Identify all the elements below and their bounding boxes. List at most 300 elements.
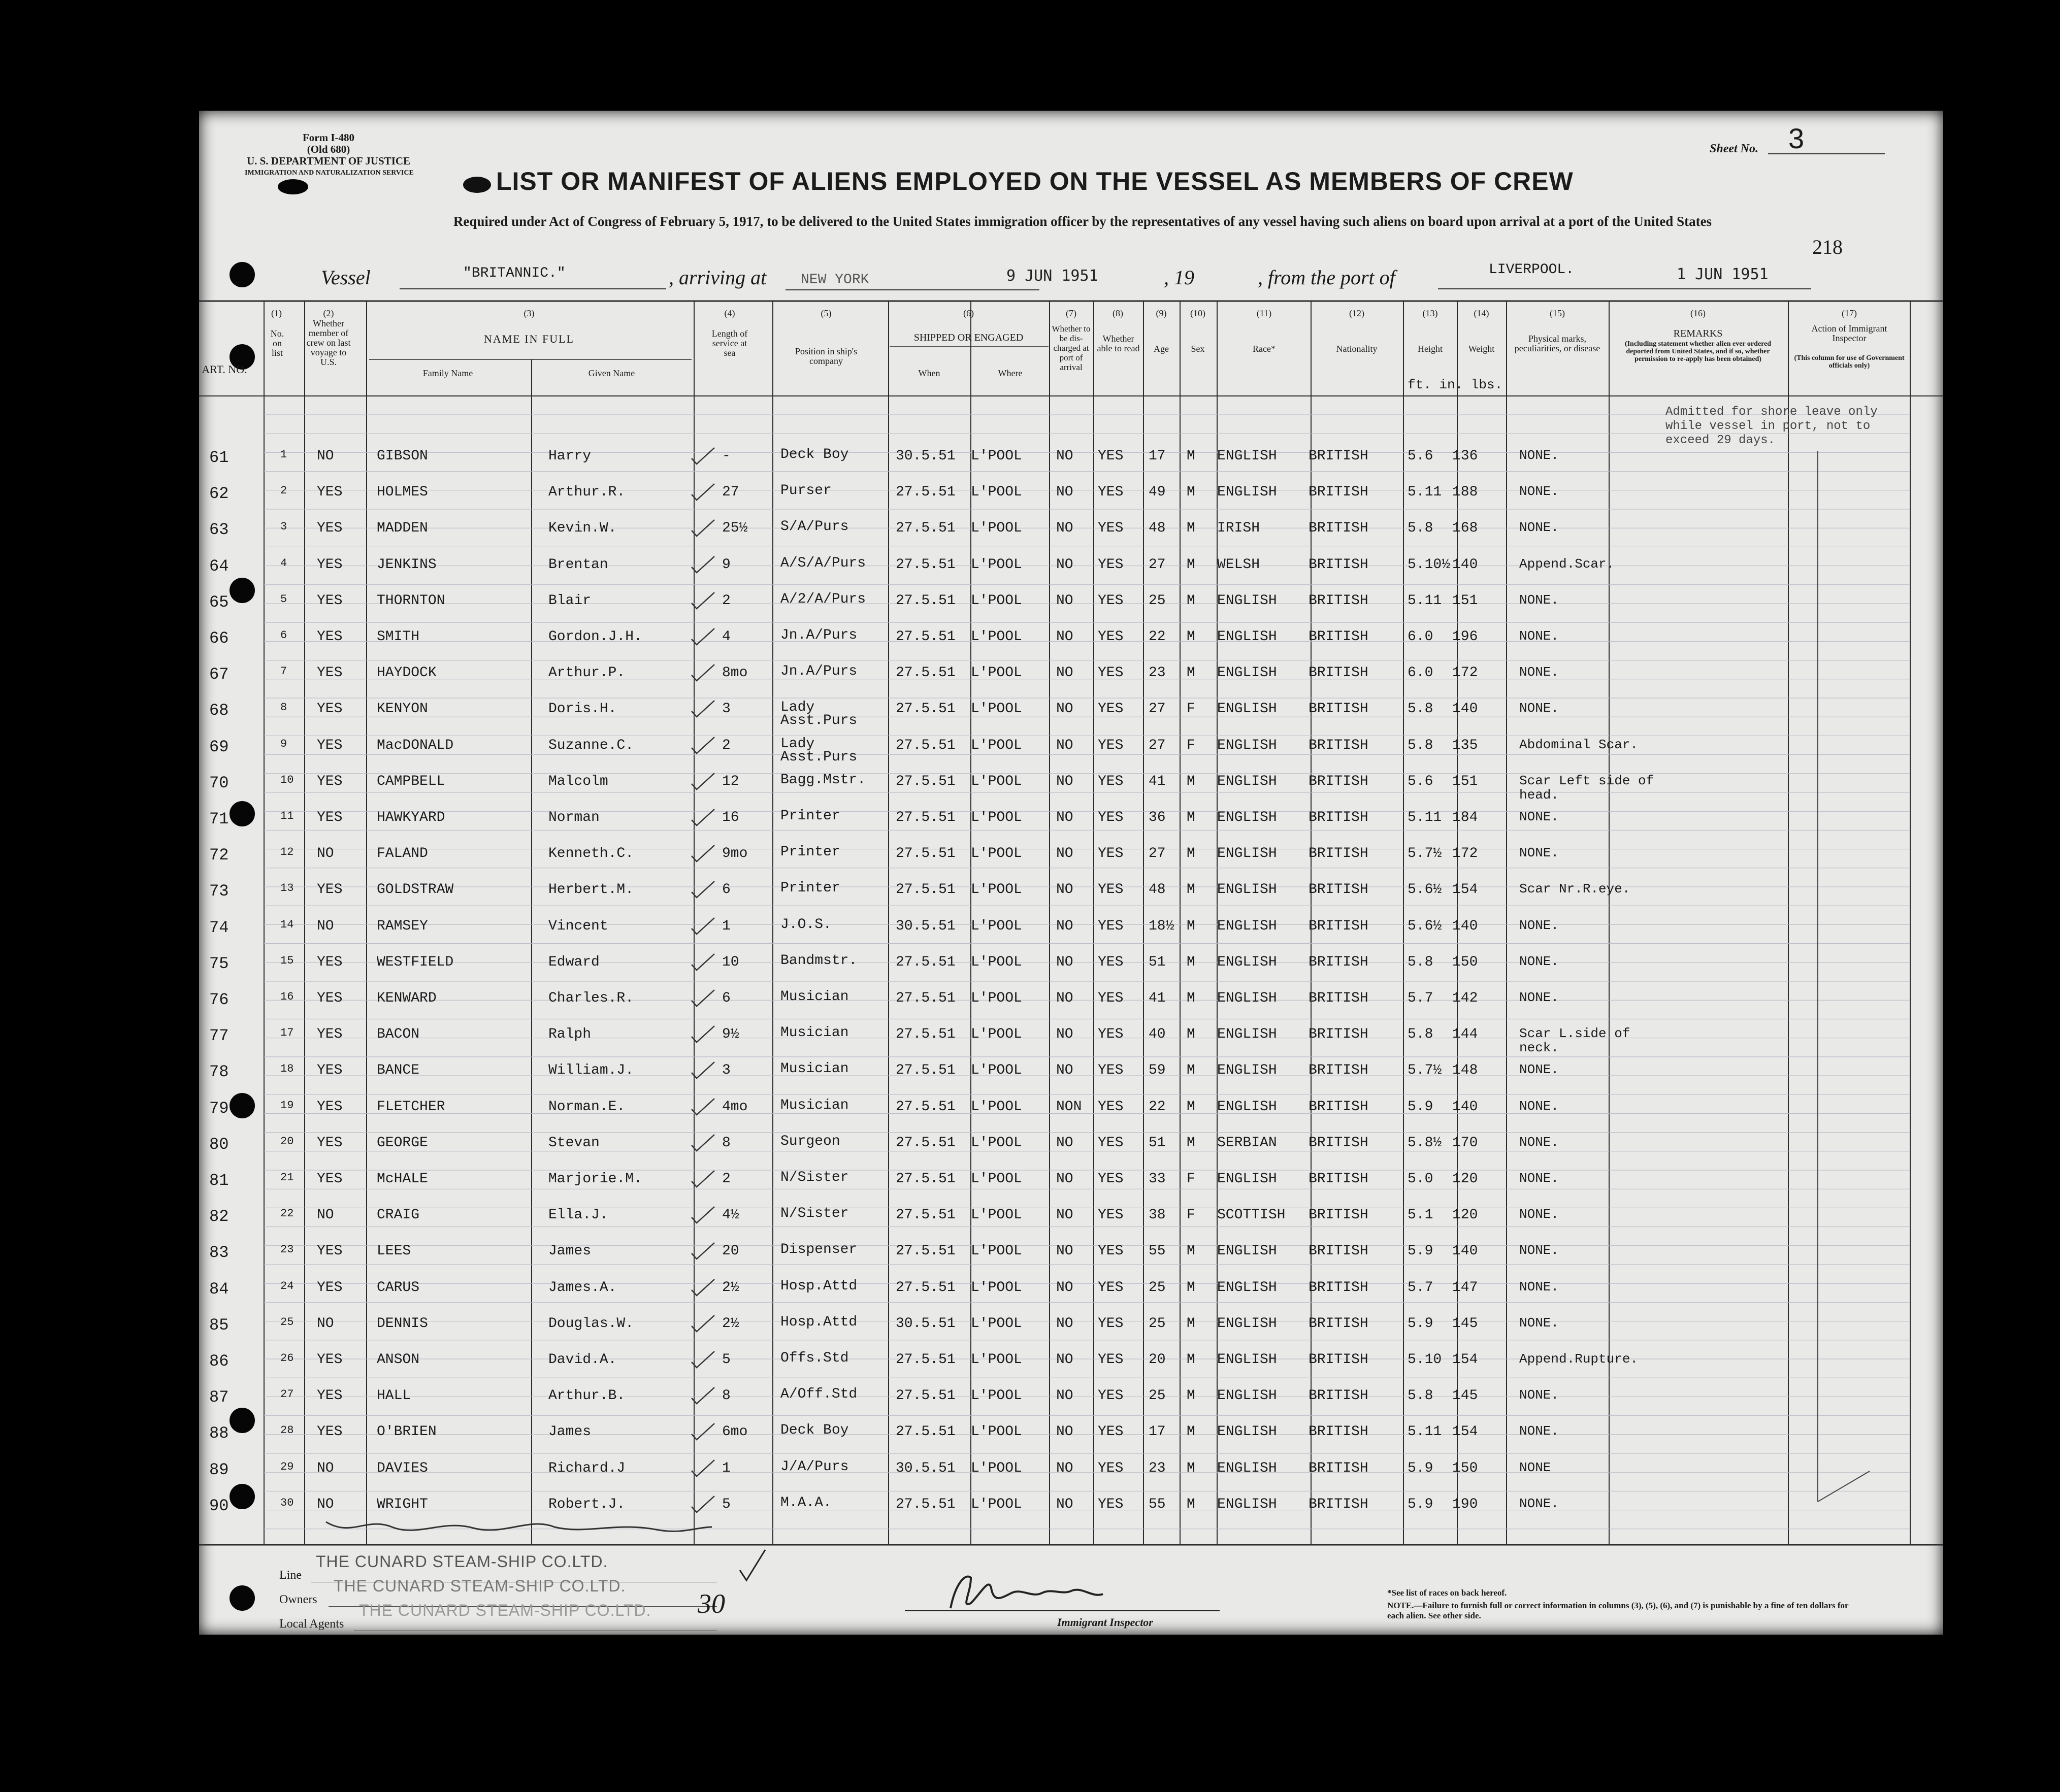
vessel-name: "BRITANNIC." xyxy=(463,266,566,281)
last-voyage: YES xyxy=(317,629,343,645)
given-name: Norman xyxy=(548,810,600,825)
weight: 150 xyxy=(1452,954,1478,970)
given-name: William.J. xyxy=(548,1063,634,1079)
sex: M xyxy=(1187,810,1195,825)
age: 25 xyxy=(1149,1315,1166,1332)
nationality: BRITISH xyxy=(1309,990,1368,1006)
position: Jn.A/Purs xyxy=(780,627,858,643)
service-length: 9½ xyxy=(722,1026,739,1043)
sex: M xyxy=(1187,1460,1195,1476)
weight: 154 xyxy=(1452,882,1478,898)
shipped-where: L'POOL xyxy=(971,1135,1022,1151)
discharge: NO xyxy=(1056,882,1073,898)
sex: M xyxy=(1187,1063,1195,1079)
service: IMMIGRATION AND NATURALIZATION SERVICE xyxy=(245,169,414,177)
shipped-when: 30.5.51 xyxy=(896,1460,956,1476)
race: ENGLISH xyxy=(1217,1315,1277,1332)
sex: F xyxy=(1187,1171,1195,1187)
discharge: NO xyxy=(1056,1243,1073,1259)
nationality: BRITISH xyxy=(1309,1026,1368,1043)
nationality: BRITISH xyxy=(1309,882,1368,898)
list-number: 27 xyxy=(280,1388,294,1401)
discharge: NO xyxy=(1056,846,1073,862)
handwritten-count: 30 xyxy=(698,1588,725,1619)
family-name: MADDEN xyxy=(377,520,428,537)
shipped-where: L'POOL xyxy=(971,1099,1022,1115)
art-number: 82 xyxy=(209,1207,229,1226)
family-name: HAWKYARD xyxy=(377,810,445,825)
arrival-date-stamp: 9 JUN 1951 xyxy=(1006,267,1098,285)
sex: M xyxy=(1187,448,1195,464)
race: ENGLISH xyxy=(1217,810,1277,825)
position: Printer xyxy=(780,844,840,860)
list-number: 6 xyxy=(280,629,287,642)
sex: M xyxy=(1187,484,1195,501)
check-mark-icon xyxy=(689,1458,717,1478)
last-voyage: NO xyxy=(317,1315,334,1332)
shipped-where: L'POOL xyxy=(971,1424,1022,1440)
race: ENGLISH xyxy=(1217,665,1277,681)
family-name: GEORGE xyxy=(377,1135,428,1151)
given-name: Ella.J. xyxy=(548,1207,608,1223)
art-number: 85 xyxy=(209,1315,229,1335)
discharge: NO xyxy=(1056,1026,1073,1043)
discharge: NO xyxy=(1056,1460,1073,1476)
height: 6.0 xyxy=(1408,665,1433,681)
height: 5.8 xyxy=(1408,520,1433,537)
sex: M xyxy=(1187,990,1195,1006)
nationality: BRITISH xyxy=(1309,556,1368,573)
shipped-when: 27.5.51 xyxy=(896,629,956,645)
weight: 147 xyxy=(1452,1279,1478,1296)
header-c17-sub: (This column for use of Government officials only) xyxy=(1794,354,1905,370)
check-mark-icon xyxy=(689,807,717,827)
nationality: BRITISH xyxy=(1309,520,1368,537)
position: Jn.A/Purs xyxy=(780,663,858,680)
discharge: NO xyxy=(1056,810,1073,825)
shipped-where: L'POOL xyxy=(971,773,1022,789)
shipped-where: L'POOL xyxy=(971,990,1022,1006)
header-c6-where: Where xyxy=(998,368,1023,378)
able-to-read: YES xyxy=(1098,1496,1124,1512)
owners-label: Owners xyxy=(279,1593,317,1606)
weight: 190 xyxy=(1452,1496,1478,1512)
line-company-stamp: THE CUNARD STEAM-SHIP CO.LTD. xyxy=(316,1552,608,1571)
art-number: 84 xyxy=(209,1279,229,1299)
header-c6: SHIPPED OR ENGAGED xyxy=(913,332,1024,343)
local-agents-label: Local Agents xyxy=(279,1617,344,1631)
last-voyage: YES xyxy=(317,484,343,501)
check-mark-icon xyxy=(689,843,717,864)
race: SCOTTISH xyxy=(1217,1207,1286,1223)
weight: 120 xyxy=(1452,1171,1478,1187)
family-name: CRAIG xyxy=(377,1207,420,1223)
nationality: BRITISH xyxy=(1309,737,1368,753)
age: 27 xyxy=(1149,846,1166,862)
service-length: 9mo xyxy=(722,846,748,862)
shipped-when: 27.5.51 xyxy=(896,1135,956,1151)
position: S/A/Purs xyxy=(780,519,849,535)
list-number: 2 xyxy=(280,484,287,497)
inspector-signature xyxy=(900,1563,1225,1618)
shipped-where: L'POOL xyxy=(971,592,1022,609)
art-number: 86 xyxy=(209,1352,229,1371)
position: Lady Asst.Purs xyxy=(780,700,858,729)
family-name: HOLMES xyxy=(377,484,428,501)
height: 5.10½ xyxy=(1408,556,1451,573)
race: ENGLISH xyxy=(1217,1279,1277,1296)
age: 20 xyxy=(1149,1352,1166,1368)
header-c12: Nationality xyxy=(1336,344,1378,354)
header-units: ft. in. lbs. xyxy=(1408,377,1503,392)
given-name: Edward xyxy=(548,954,600,970)
header-c9: Age xyxy=(1154,344,1169,354)
physical-marks: NONE. xyxy=(1519,484,1559,500)
service-length: 8mo xyxy=(722,665,748,681)
list-number: 17 xyxy=(280,1026,294,1040)
check-mark-icon xyxy=(689,988,717,1008)
given-name: Stevan xyxy=(548,1135,600,1151)
list-number: 9 xyxy=(280,737,287,750)
service-length: 27 xyxy=(722,484,739,501)
art-number: 72 xyxy=(209,846,229,865)
discharge: NO xyxy=(1056,701,1073,717)
last-voyage: YES xyxy=(317,556,343,573)
height: 5.8 xyxy=(1408,737,1433,753)
art-number: 90 xyxy=(209,1496,229,1515)
height: 5.8½ xyxy=(1408,1135,1442,1151)
service-length: 16 xyxy=(722,810,739,825)
races-note: *See list of races on back hereof. xyxy=(1387,1588,1507,1598)
service-length: 2½ xyxy=(722,1315,739,1332)
last-voyage: YES xyxy=(317,1099,343,1115)
weight: 188 xyxy=(1452,484,1478,501)
list-number: 19 xyxy=(280,1099,294,1112)
check-mark-icon xyxy=(689,482,717,502)
header-given-name: Given Name xyxy=(588,368,635,378)
family-name: DAVIES xyxy=(377,1460,428,1476)
nationality: BRITISH xyxy=(1309,701,1368,717)
race: ENGLISH xyxy=(1217,1171,1277,1187)
given-name: Charles.R. xyxy=(548,990,634,1006)
list-number: 26 xyxy=(280,1352,294,1365)
service-length: 4½ xyxy=(722,1207,739,1223)
shipped-where: L'POOL xyxy=(971,1388,1022,1404)
position: A/2/A/Purs xyxy=(780,591,866,607)
arrival-port: NEW YORK xyxy=(801,272,869,288)
service-length: 9 xyxy=(722,556,731,573)
given-name: Robert.J. xyxy=(548,1496,626,1512)
sex: F xyxy=(1187,701,1195,717)
art-number: 78 xyxy=(209,1063,229,1082)
service-length: 2 xyxy=(722,592,731,609)
sex: M xyxy=(1187,1099,1195,1115)
family-name: LEES xyxy=(377,1243,411,1259)
shipped-where: L'POOL xyxy=(971,484,1022,501)
form-number: Form I-480 xyxy=(302,131,355,144)
sex: M xyxy=(1187,846,1195,862)
year-label: , 19 xyxy=(1164,266,1194,289)
physical-marks: NONE. xyxy=(1519,592,1559,608)
able-to-read: YES xyxy=(1098,918,1124,934)
position: Surgeon xyxy=(780,1133,840,1149)
sex: M xyxy=(1187,665,1195,681)
owners-company-stamp: THE CUNARD STEAM-SHIP CO.LTD. xyxy=(334,1577,626,1595)
shipped-where: L'POOL xyxy=(971,629,1022,645)
physical-marks: NONE. xyxy=(1519,845,1559,861)
able-to-read: YES xyxy=(1098,1207,1124,1223)
check-mark-icon xyxy=(689,735,717,755)
discharge: NO xyxy=(1056,1388,1073,1404)
weight: 120 xyxy=(1452,1207,1478,1223)
sex: M xyxy=(1187,1135,1195,1151)
list-number: 21 xyxy=(280,1171,294,1184)
able-to-read: YES xyxy=(1098,1424,1124,1440)
age: 27 xyxy=(1149,701,1166,717)
shipped-when: 27.5.51 xyxy=(896,1207,956,1223)
able-to-read: YES xyxy=(1098,1352,1124,1368)
header-c1-num: (1) xyxy=(271,308,282,318)
header-c6-num: (6) xyxy=(963,308,974,318)
race: ENGLISH xyxy=(1217,1424,1277,1440)
height: 5.9 xyxy=(1408,1243,1433,1259)
last-voyage: YES xyxy=(317,1352,343,1368)
last-voyage: YES xyxy=(317,882,343,898)
header-c17: Action of Immigrant Inspector xyxy=(1811,323,1887,343)
family-name: CAMPBELL xyxy=(377,773,445,789)
header-c2: Whether member of crew on last voyage to U.S. xyxy=(306,318,351,367)
weight: 154 xyxy=(1452,1424,1478,1440)
weight: 172 xyxy=(1452,846,1478,862)
given-name: Blair xyxy=(548,592,592,609)
weight: 168 xyxy=(1452,520,1478,537)
race: WELSH xyxy=(1217,556,1260,573)
position: Printer xyxy=(780,880,840,897)
shipped-where: L'POOL xyxy=(971,1352,1022,1368)
discharge: NO xyxy=(1056,773,1073,789)
line-label: Line xyxy=(279,1569,302,1582)
age: 55 xyxy=(1149,1243,1166,1259)
physical-marks: Scar Left side of head. xyxy=(1519,773,1654,803)
shipped-when: 27.5.51 xyxy=(896,556,956,573)
age: 40 xyxy=(1149,1026,1166,1043)
physical-marks: NONE. xyxy=(1519,1134,1559,1150)
list-number: 23 xyxy=(280,1243,294,1256)
able-to-read: YES xyxy=(1098,1135,1124,1151)
discharge: NO xyxy=(1056,1135,1073,1151)
departure-date-stamp: 1 JUN 1951 xyxy=(1677,266,1769,283)
shipped-when: 27.5.51 xyxy=(896,773,956,789)
able-to-read: YES xyxy=(1098,1460,1124,1476)
nationality: BRITISH xyxy=(1309,1496,1368,1512)
height: 5.9 xyxy=(1408,1315,1433,1332)
weight: 154 xyxy=(1452,1352,1478,1368)
list-number: 1 xyxy=(280,448,287,461)
position: Musician xyxy=(780,989,849,1005)
given-name: Arthur.B. xyxy=(548,1388,626,1404)
race: ENGLISH xyxy=(1217,1063,1277,1079)
art-number: 88 xyxy=(209,1424,229,1443)
race: ENGLISH xyxy=(1217,1496,1277,1512)
list-number: 29 xyxy=(280,1460,294,1473)
nationality: BRITISH xyxy=(1309,1171,1368,1187)
department: U. S. DEPARTMENT OF JUSTICE xyxy=(246,155,411,167)
check-mark-icon xyxy=(689,1133,717,1153)
shipped-where: L'POOL xyxy=(971,1243,1022,1259)
family-name: GIBSON xyxy=(377,448,428,464)
shipped-when: 27.5.51 xyxy=(896,954,956,970)
last-voyage: YES xyxy=(317,1279,343,1296)
given-name: Vincent xyxy=(548,918,608,934)
shipped-where: L'POOL xyxy=(971,1171,1022,1187)
race: ENGLISH xyxy=(1217,629,1277,645)
age: 23 xyxy=(1149,665,1166,681)
age: 23 xyxy=(1149,1460,1166,1476)
able-to-read: YES xyxy=(1098,990,1124,1006)
physical-marks: Abdominal Scar. xyxy=(1519,737,1639,752)
shipped-when: 27.5.51 xyxy=(896,990,956,1006)
sex: M xyxy=(1187,1496,1195,1512)
check-mark-icon xyxy=(689,1097,717,1117)
age: 41 xyxy=(1149,990,1166,1006)
position: Lady Asst.Purs xyxy=(780,736,858,765)
header-family-name: Family Name xyxy=(422,368,473,378)
given-name: Ralph xyxy=(548,1026,592,1043)
header-c10-num: (10) xyxy=(1190,308,1205,318)
sheet-number: 3 xyxy=(1788,122,1805,154)
check-mark-icon xyxy=(689,518,717,538)
nationality: BRITISH xyxy=(1309,1352,1368,1368)
physical-marks: NONE. xyxy=(1519,953,1559,969)
shipped-where: L'POOL xyxy=(971,1315,1022,1332)
family-name: RAMSEY xyxy=(377,918,428,934)
nationality: BRITISH xyxy=(1309,1279,1368,1296)
family-name: WRIGHT xyxy=(377,1496,428,1512)
list-number: 30 xyxy=(280,1496,294,1509)
age: 48 xyxy=(1149,520,1166,537)
shipped-where: L'POOL xyxy=(971,556,1022,573)
shipped-where: L'POOL xyxy=(971,954,1022,970)
list-number: 13 xyxy=(280,882,294,895)
nationality: BRITISH xyxy=(1309,484,1368,501)
shipped-when: 27.5.51 xyxy=(896,846,956,862)
weight: 135 xyxy=(1452,737,1478,753)
physical-marks: NONE xyxy=(1519,1459,1551,1475)
discharge: NON xyxy=(1056,1099,1082,1115)
physical-marks: Append.Scar. xyxy=(1519,556,1615,572)
discharge: NO xyxy=(1056,629,1073,645)
age: 25 xyxy=(1149,592,1166,609)
agents-company-stamp: THE CUNARD STEAM-SHIP CO.LTD. xyxy=(359,1601,651,1619)
able-to-read: YES xyxy=(1098,954,1124,970)
list-number: 24 xyxy=(280,1279,294,1292)
able-to-read: YES xyxy=(1098,665,1124,681)
able-to-read: YES xyxy=(1098,1388,1124,1404)
art-number: 68 xyxy=(209,701,229,720)
last-voyage: NO xyxy=(317,448,334,464)
given-name: Arthur.R. xyxy=(548,484,626,501)
family-name: KENYON xyxy=(377,701,428,717)
height: 5.8 xyxy=(1408,954,1433,970)
art-number: 75 xyxy=(209,954,229,973)
nationality: BRITISH xyxy=(1309,954,1368,970)
list-number: 15 xyxy=(280,954,294,967)
shipped-when: 27.5.51 xyxy=(896,737,956,753)
position: Offs.Std xyxy=(780,1350,849,1366)
shipped-where: L'POOL xyxy=(971,846,1022,862)
weight: 136 xyxy=(1452,448,1478,464)
art-number: 79 xyxy=(209,1099,229,1118)
shipped-where: L'POOL xyxy=(971,701,1022,717)
art-number: 83 xyxy=(209,1243,229,1263)
last-voyage: YES xyxy=(317,1171,343,1187)
shipped-where: L'POOL xyxy=(971,1026,1022,1043)
shipped-when: 30.5.51 xyxy=(896,918,956,934)
race: ENGLISH xyxy=(1217,1243,1277,1259)
list-number: 8 xyxy=(280,701,287,714)
nationality: BRITISH xyxy=(1309,665,1368,681)
shipped-when: 27.5.51 xyxy=(896,1496,956,1512)
physical-marks: NONE. xyxy=(1519,990,1559,1005)
last-voyage: YES xyxy=(317,990,343,1006)
list-number: 7 xyxy=(280,665,287,678)
sex: M xyxy=(1187,1388,1195,1404)
physical-marks: NONE. xyxy=(1519,1207,1559,1222)
service-length: 3 xyxy=(722,1063,731,1079)
list-number: 10 xyxy=(280,773,294,786)
family-name: BACON xyxy=(377,1026,420,1043)
physical-marks: NONE. xyxy=(1519,1098,1559,1114)
shipped-when: 27.5.51 xyxy=(896,484,956,501)
height: 5.9 xyxy=(1408,1460,1433,1476)
physical-marks: NONE. xyxy=(1519,520,1559,536)
shipped-when: 27.5.51 xyxy=(896,592,956,609)
header-c17-num: (17) xyxy=(1842,308,1857,318)
last-voyage: NO xyxy=(317,1460,334,1476)
race: ENGLISH xyxy=(1217,1352,1277,1368)
physical-marks: NONE. xyxy=(1519,1387,1559,1403)
race: ENGLISH xyxy=(1217,954,1277,970)
given-name: David.A. xyxy=(548,1352,617,1368)
service-length: 2 xyxy=(722,737,731,753)
header-c8-num: (8) xyxy=(1113,308,1123,318)
shipped-when: 30.5.51 xyxy=(896,1315,956,1332)
race: ENGLISH xyxy=(1217,448,1277,464)
family-name: HAYDOCK xyxy=(377,665,437,681)
race: ENGLISH xyxy=(1217,773,1277,789)
last-voyage: NO xyxy=(317,1207,334,1223)
height: 5.7½ xyxy=(1408,846,1442,862)
service-length: 2 xyxy=(722,1171,731,1187)
sheet-label: Sheet No. xyxy=(1710,142,1758,155)
height: 5.9 xyxy=(1408,1099,1433,1115)
list-number: 22 xyxy=(280,1207,294,1220)
header-c3: NAME IN FULL xyxy=(484,333,574,345)
physical-marks: NONE. xyxy=(1519,1279,1559,1295)
position: M.A.A. xyxy=(780,1495,832,1511)
header-c5-num: (5) xyxy=(821,308,832,318)
age: 22 xyxy=(1149,1099,1166,1115)
last-voyage: YES xyxy=(317,954,343,970)
able-to-read: YES xyxy=(1098,1279,1124,1296)
height: 5.6 xyxy=(1408,448,1433,464)
art-number: 73 xyxy=(209,882,229,901)
shipped-when: 27.5.51 xyxy=(896,520,956,537)
able-to-read: YES xyxy=(1098,1243,1124,1259)
list-number: 14 xyxy=(280,918,294,931)
penalty-note: NOTE.—Failure to furnish full or correct information in columns (3), (5), (6), and (7) is punishable by a fine of ten dollars for each alien. See other side. xyxy=(1387,1601,1849,1620)
from-port-label: , from the port of xyxy=(1258,266,1395,289)
